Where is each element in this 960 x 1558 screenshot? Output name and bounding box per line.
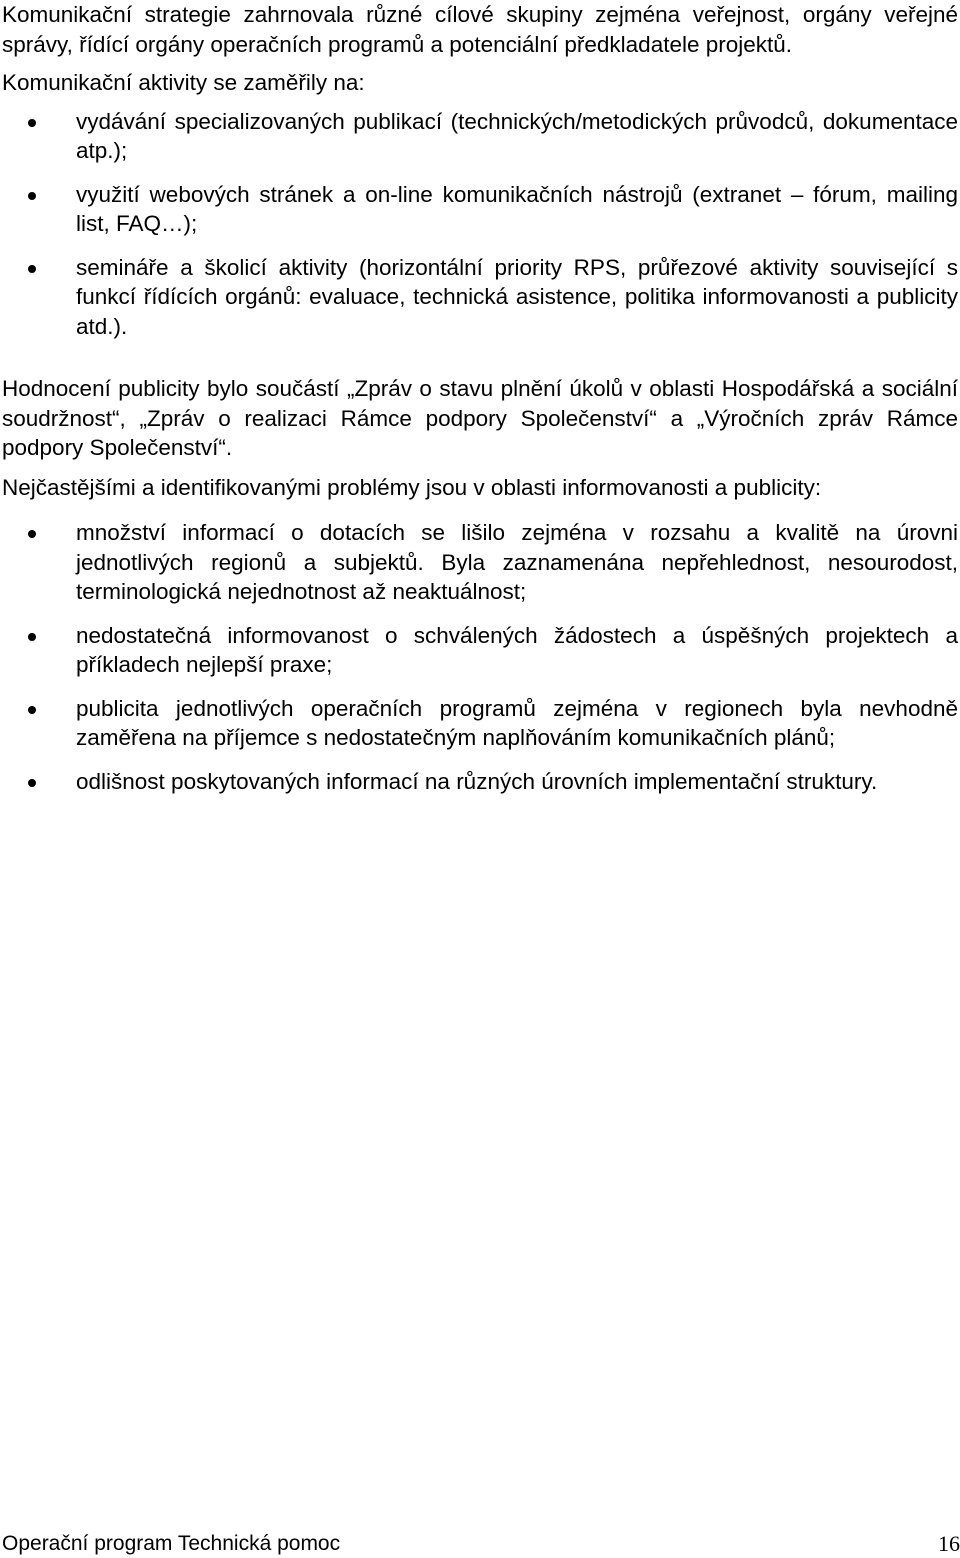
footer-title: Operační program Technická pomoc bbox=[2, 1532, 341, 1555]
document-body bbox=[2, 0, 958, 796]
activities-list bbox=[2, 107, 958, 342]
page-footer bbox=[0, 1528, 960, 1558]
problems-list bbox=[2, 518, 958, 796]
list-item bbox=[2, 767, 958, 797]
list-item bbox=[2, 518, 958, 607]
intro-paragraph-activities-lead: Komunikační aktivity se zaměřily na: bbox=[2, 70, 365, 95]
bullet-icon bbox=[28, 119, 36, 127]
list-item-text: publicita jednotlivých operačních programů zejména v regionech byla nevhodně zaměřena na příjemce s nedostatečným naplňováním komunikačních plánů; bbox=[76, 695, 958, 750]
bullet-icon bbox=[28, 779, 36, 787]
evaluation-paragraph: Hodnocení publicity bylo součástí „Zpráv o stavu plnění úkolů v oblasti Hospodářská a sociální soudržnost“, „Zpráv o realizaci Rámce podpory Společenství“ a „Výročních zpráv Rámce podpory Společenství“. bbox=[2, 376, 958, 460]
list-item-text: množství informací o dotacích se lišilo zejména v rozsahu a kvalitě na úrovni jednotlivých regionů a subjektů. Byla zaznamenána nepřehlednost, nesourodost, terminologická nejednotnost až neaktuálnost; bbox=[76, 520, 958, 604]
list-item bbox=[2, 694, 958, 753]
bullet-icon bbox=[28, 633, 36, 641]
list-item bbox=[2, 621, 958, 680]
list-item-text: vydávání specializovaných publikací (technických/metodických průvodců, dokumentace atp.); bbox=[76, 108, 958, 163]
list-item-text: využití webových stránek a on-line komunikačních nástrojů (extranet – fórum, mailing list, FAQ…); bbox=[76, 181, 958, 236]
bullet-icon bbox=[28, 192, 36, 200]
bullet-icon bbox=[28, 706, 36, 714]
list-item bbox=[2, 107, 958, 166]
problems-intro-paragraph: Nejčastějšími a identifikovanými problémy jsou v oblasti informovanosti a publicity: bbox=[2, 474, 822, 500]
list-item bbox=[2, 180, 958, 239]
bullet-icon bbox=[28, 265, 36, 273]
list-item-text: odlišnost poskytovaných informací na různých úrovních implementační struktury. bbox=[76, 768, 878, 794]
bullet-icon bbox=[28, 530, 36, 538]
intro-paragraph-target-groups: Komunikační strategie zahrnovala různé cílové skupiny zejména veřejnost, orgány veřejné správy, řídící orgány operačních programů a potenciální předkladatele projektů. bbox=[2, 2, 958, 57]
list-item bbox=[2, 253, 958, 342]
list-item-text: nedostatečná informovanost o schválených žádostech a úspěšných projektech a příkladech nejlepší praxe; bbox=[76, 622, 958, 677]
list-item-text: semináře a školicí aktivity (horizontální priority RPS, průřezové aktivity související s funkcí řídících orgánů: evaluace, technická asistence, politika informovanosti a publicity atd.). bbox=[76, 254, 958, 339]
page-number: 16 bbox=[938, 1531, 960, 1556]
